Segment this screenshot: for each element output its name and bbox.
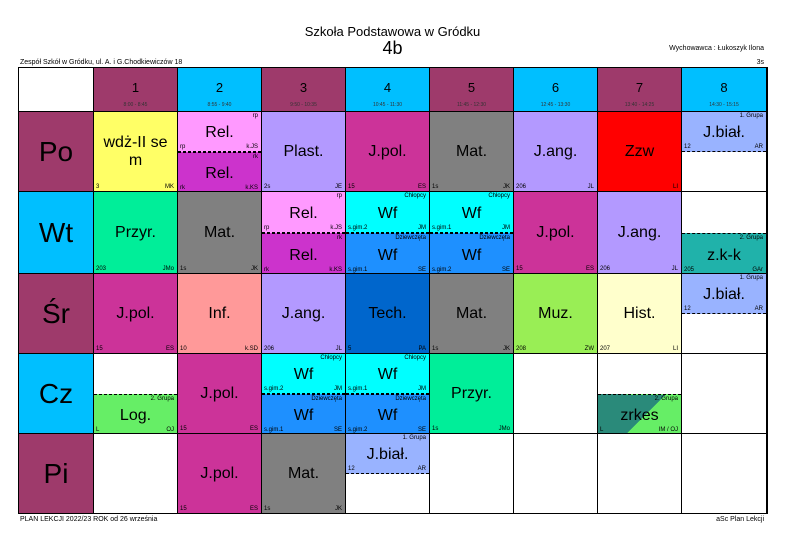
footer-plan-info: PLAN LEKCJI 2022/23 ROK od 26 września	[20, 516, 158, 523]
subject-name: Hist.	[623, 305, 656, 322]
room-number: 15	[180, 426, 187, 432]
lesson-slot[interactable]	[262, 434, 346, 514]
room-number: rk	[180, 185, 185, 191]
lesson-slot[interactable]	[430, 274, 514, 354]
teacher-code: JE	[334, 184, 342, 190]
lesson-group-top[interactable]	[682, 112, 766, 152]
subject-name: J.pol.	[200, 465, 239, 482]
teacher-code: k.SD	[244, 346, 258, 352]
room-number: 206	[264, 346, 275, 352]
group-label: 1. Grupa	[739, 113, 763, 119]
subject-name: Mat.	[455, 305, 488, 322]
lesson-group-top[interactable]	[346, 354, 429, 394]
period-time: 14:30 - 15:15	[709, 102, 739, 108]
lesson-slot[interactable]	[682, 192, 767, 274]
class-name: 4b	[382, 38, 403, 58]
lesson-slot[interactable]	[346, 354, 430, 434]
lesson-group-bottom[interactable]	[178, 152, 261, 192]
teacher-code: SE	[417, 427, 426, 433]
room-number: 1s	[432, 426, 439, 432]
period-number: 6	[551, 80, 560, 95]
teacher-code: k.JS	[330, 225, 342, 231]
timetable-grid	[18, 67, 768, 514]
period-number: 1	[131, 80, 140, 95]
subject-name: J.ang.	[533, 143, 578, 160]
subject-name: z.k-k	[707, 246, 741, 264]
lesson-slot[interactable]	[346, 192, 430, 274]
teacher-code: LI	[672, 346, 678, 352]
lesson-slot[interactable]	[262, 354, 346, 434]
empty-slot	[514, 434, 598, 514]
room-number: rp	[180, 144, 186, 150]
lesson-slot[interactable]	[178, 192, 262, 274]
teacher-code: OJ	[166, 427, 174, 433]
group-label: 1. Grupa	[739, 275, 763, 281]
lesson-slot[interactable]	[598, 192, 682, 274]
subject-name: Log.	[119, 407, 152, 424]
teacher-code: JK	[334, 506, 342, 512]
room-number: 5	[348, 346, 352, 352]
empty-slot	[682, 434, 767, 514]
lesson-group-bottom[interactable]	[94, 394, 177, 434]
room-number: 12	[348, 466, 355, 472]
room-number: s.gim.2	[348, 427, 368, 433]
room-number: 12	[684, 306, 691, 312]
teacher-code: JK	[502, 184, 510, 190]
day-header: Po	[19, 112, 94, 192]
teacher-code: ES	[249, 426, 258, 432]
lesson-group-top[interactable]	[346, 434, 429, 474]
room-number: 208	[516, 346, 527, 352]
teacher-code: JMo	[498, 426, 510, 432]
period-number: 3	[299, 80, 308, 95]
period-time: 9:50 - 10:35	[290, 102, 317, 108]
teacher-code: ES	[165, 346, 174, 352]
subject-name: Wf	[377, 407, 398, 424]
lesson-slot[interactable]	[430, 112, 514, 192]
room-number: s.gim.2	[348, 225, 368, 231]
lesson-group-top[interactable]	[178, 112, 261, 152]
group-label: 2. Grupa	[150, 396, 174, 402]
lesson-slot[interactable]	[598, 354, 682, 434]
lesson-group-bottom[interactable]	[346, 394, 429, 434]
subject-name: Mat.	[455, 143, 488, 160]
teacher-code: ZW	[584, 346, 594, 352]
subject-name: Rel.	[205, 165, 234, 182]
teacher-code: AR	[754, 306, 763, 312]
lesson-slot[interactable]	[94, 274, 178, 354]
room-number: 1s	[180, 266, 187, 272]
empty-slot	[514, 354, 598, 434]
subject-name: Wf	[293, 407, 314, 424]
lesson-slot[interactable]	[262, 192, 346, 274]
day-header: Cz	[19, 354, 94, 434]
teacher-code: JL	[671, 266, 678, 272]
group-label: 1. Grupa	[402, 435, 426, 441]
period-number: 5	[467, 80, 476, 95]
lesson-slot[interactable]	[94, 112, 178, 192]
teacher-code: JM	[418, 386, 426, 392]
lesson-slot[interactable]	[514, 112, 598, 192]
week-label: 3s	[756, 59, 764, 66]
teacher-code: ES	[249, 506, 258, 512]
teacher-code: AR	[417, 466, 426, 472]
subject-name: Wf	[377, 366, 398, 383]
teacher-code: k.KS	[329, 267, 342, 273]
subject-name: J.ang.	[281, 305, 326, 322]
subject-name: Wf	[461, 246, 482, 264]
period-number: 8	[720, 80, 728, 95]
room-number: L	[96, 427, 100, 433]
lesson-group-bottom[interactable]	[262, 233, 345, 274]
subject-name: J.pol.	[368, 143, 407, 160]
lesson-group-bottom[interactable]	[346, 233, 429, 274]
period-time: 8:00 - 8:45	[123, 102, 148, 108]
teacher-code: JM	[502, 225, 510, 231]
subject-name: J.pol.	[200, 385, 239, 402]
lesson-slot[interactable]	[178, 434, 262, 514]
teacher-code: ES	[417, 184, 426, 190]
period-number: 7	[635, 80, 644, 95]
teacher-code: PA	[418, 346, 426, 352]
lesson-group-bottom[interactable]	[262, 394, 345, 434]
teacher-code: JL	[335, 346, 342, 352]
teacher-code: JM	[334, 386, 342, 392]
lesson-slot[interactable]	[430, 354, 514, 434]
subject-name: Zzw	[624, 143, 655, 160]
lesson-group-top[interactable]	[346, 192, 429, 233]
period-header	[514, 68, 598, 112]
lesson-group-bottom[interactable]	[598, 394, 681, 434]
period-number: 2	[215, 80, 224, 95]
teacher-code: AR	[754, 144, 763, 150]
subject-name: Rel.	[289, 204, 318, 222]
lesson-slot[interactable]	[94, 354, 178, 434]
room-number: 1s	[432, 346, 439, 352]
period-number: 4	[383, 80, 392, 95]
lesson-group-bottom[interactable]	[430, 233, 513, 274]
room-number: 15	[96, 346, 103, 352]
room-number: 15	[516, 266, 523, 272]
day-header: Pi	[19, 434, 94, 514]
room-number: 2s	[264, 184, 271, 190]
room-number: s.gim.1	[348, 267, 368, 273]
lesson-slot[interactable]	[598, 274, 682, 354]
day-header: Wt	[19, 192, 94, 274]
empty-slot	[94, 434, 178, 514]
empty-slot	[682, 354, 767, 434]
lesson-slot[interactable]	[346, 274, 430, 354]
subject-name: Tech.	[368, 305, 407, 322]
subject-name: Przyr.	[451, 385, 492, 402]
lesson-slot[interactable]	[262, 274, 346, 354]
teacher-code: JM	[418, 225, 426, 231]
corner-cell	[19, 68, 94, 112]
period-time: 8:55 - 9:40	[207, 102, 232, 108]
teacher-code: MK	[165, 184, 174, 190]
lesson-slot[interactable]	[178, 274, 262, 354]
lesson-slot[interactable]	[514, 192, 598, 274]
lesson-slot[interactable]	[682, 112, 767, 192]
subject-name: Plast.	[283, 143, 324, 160]
lesson-slot[interactable]	[178, 354, 262, 434]
room-number: 1s	[264, 506, 271, 512]
room-number: s.gim.2	[432, 267, 452, 273]
teacher-code: IM / OJ	[658, 427, 678, 433]
lesson-slot[interactable]	[682, 274, 767, 354]
group-label: 2. Grupa	[739, 235, 763, 241]
room-number: s.gim.2	[264, 386, 284, 392]
room-number: s.gim.1	[432, 225, 452, 231]
teacher-code: SE	[333, 427, 342, 433]
subject-name: Rel.	[205, 124, 234, 141]
group-label: Dziewczęta	[479, 235, 510, 241]
subject-name: Inf.	[208, 305, 231, 322]
room-number: 15	[180, 506, 187, 512]
period-time: 12:45 - 13:30	[540, 102, 571, 108]
group-label: rk	[337, 235, 342, 241]
subject-name: Rel.	[289, 246, 318, 264]
lesson-group-top[interactable]	[262, 192, 345, 233]
group-label: rp	[252, 113, 258, 119]
subject-name: Mat.	[287, 465, 320, 482]
subject-name: Wf	[377, 246, 398, 264]
lesson-slot[interactable]	[346, 112, 430, 192]
footer-app-name: aSc Plan Lekcji	[716, 516, 764, 523]
period-header	[430, 68, 514, 112]
school-address: Zespół Szkół w Gródku, ul. A. i G.Chodkiewiczów 18	[20, 59, 183, 66]
subject-name: Wf	[461, 204, 482, 222]
group-label: Dziewczęta	[311, 396, 342, 402]
lesson-group-bottom[interactable]	[682, 233, 766, 274]
lesson-slot[interactable]	[346, 434, 430, 514]
room-number: 206	[516, 184, 527, 190]
room-number: 12	[684, 144, 691, 150]
homeroom-teacher: Wychowawca : Łukoszyk Ilona	[669, 45, 764, 52]
room-number: 203	[96, 266, 107, 272]
lesson-slot[interactable]	[178, 112, 262, 192]
teacher-code: ES	[585, 266, 594, 272]
lesson-group-top[interactable]	[682, 274, 766, 314]
empty-slot	[598, 434, 682, 514]
teacher-code: JK	[502, 346, 510, 352]
subject-name: wdż-II se m	[103, 134, 168, 169]
period-header	[346, 68, 430, 112]
subject-name: J.pol.	[536, 224, 575, 241]
subject-name: J.ang.	[617, 224, 662, 241]
lesson-slot[interactable]	[94, 192, 178, 274]
lesson-slot[interactable]	[262, 112, 346, 192]
teacher-code: JMo	[162, 266, 174, 272]
room-number: L	[600, 427, 604, 433]
room-number: 10	[180, 346, 187, 352]
lesson-group-top[interactable]	[430, 192, 513, 233]
period-header	[94, 68, 178, 112]
room-number: 206	[600, 266, 611, 272]
subject-name: Mat.	[203, 224, 236, 241]
teacher-code: k.KS	[245, 185, 258, 191]
subject-name: Wf	[293, 366, 314, 383]
lesson-slot[interactable]	[430, 192, 514, 274]
lesson-group-top[interactable]	[262, 354, 345, 394]
period-header	[598, 68, 682, 112]
subject-name: Muz.	[538, 305, 573, 322]
empty-slot	[430, 434, 514, 514]
subject-name: J.biał.	[366, 446, 409, 463]
subject-name: Przyr.	[115, 224, 156, 241]
teacher-code: SE	[501, 267, 510, 273]
period-time: 11:45 - 12:30	[456, 102, 487, 108]
group-label: Chłopcy	[404, 193, 426, 199]
room-number: s.gim.1	[264, 427, 284, 433]
teacher-code: JK	[250, 266, 258, 272]
teacher-code: LI	[672, 184, 678, 190]
subject-name: J.pol.	[116, 305, 155, 322]
subject-name: J.biał.	[703, 124, 745, 141]
period-time: 13:40 - 14:25	[624, 102, 655, 108]
subject-name: Wf	[377, 204, 398, 222]
subject-name: J.biał.	[703, 286, 745, 303]
group-label: Chłopcy	[488, 193, 510, 199]
teacher-code: GAr	[752, 267, 763, 273]
room-number: rk	[264, 267, 269, 273]
room-number: 1s	[432, 184, 439, 190]
room-number: 207	[600, 346, 611, 352]
group-label: 2. Grupa	[654, 396, 678, 402]
period-time: 10:45 - 11:30	[372, 102, 403, 108]
room-number: 3	[96, 184, 100, 190]
group-label: Dziewczęta	[395, 396, 426, 402]
subject-name: zrkes	[620, 407, 659, 424]
room-number: 15	[348, 184, 355, 190]
group-label: rk	[253, 154, 258, 160]
room-number: 205	[684, 267, 695, 273]
room-number: s.gim.1	[348, 386, 368, 392]
period-header	[262, 68, 346, 112]
teacher-code: SE	[417, 267, 426, 273]
group-label: Chłopcy	[320, 355, 342, 361]
lesson-slot[interactable]	[598, 112, 682, 192]
teacher-code: JL	[587, 184, 594, 190]
school-name: Szkoła Podstawowa w Gródku	[304, 24, 481, 39]
group-label: Dziewczęta	[395, 235, 426, 241]
room-number: rp	[264, 225, 270, 231]
group-label: Chłopcy	[404, 355, 426, 361]
group-label: rp	[336, 193, 342, 199]
period-header	[682, 68, 767, 112]
teacher-code: k.JS	[246, 144, 258, 150]
period-header	[178, 68, 262, 112]
lesson-slot[interactable]	[514, 274, 598, 354]
day-header: Śr	[19, 274, 94, 354]
